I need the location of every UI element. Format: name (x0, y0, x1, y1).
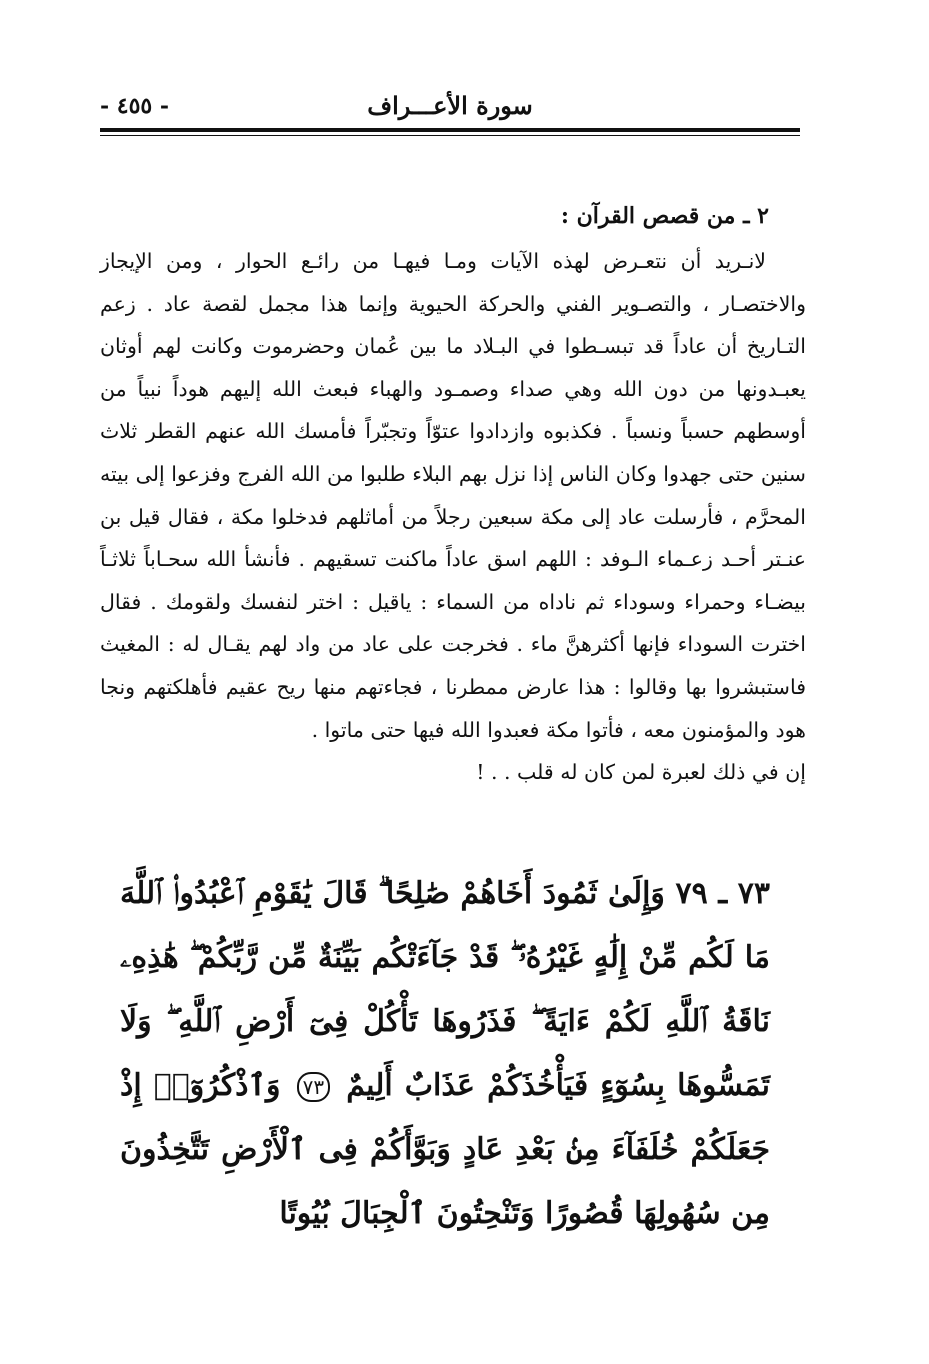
verse-text-74: وَٱذْكُرُوٓا۟ إِذْ جَعَلَكُمْ خُلَفَآءَ مِنۢ بَعْدِ عَادٍ وَبَوَّأَكُمْ فِى ٱلْأَرْضِ تَتَّخِذُونَ مِن سُهُولِهَا قُصُورًا وَتَنْحِتُونَ ٱلْجِبَالَ بُيُوتًا (120, 1068, 770, 1231)
page-number: - ٤٥٥ - (100, 93, 170, 119)
verse-text-73: وَإِلَىٰ ثَمُودَ أَخَاهُمْ صَٰلِحًا ۗ قَالَ يَٰقَوْمِ ٱعْبُدُوا۟ ٱللَّهَ مَا لَكُم مِّنْ إِلَٰهٍ غَيْرُهُۥ ۖ قَدْ جَآءَتْكُم بَيِّنَةٌ مِّن رَّبِّكُمْ ۖ هَٰذِهِۦ نَاقَةُ ٱللَّهِ لَكُمْ ءَايَةً ۖ فَذَرُوهَا تَأْكُلْ فِىٓ أَرْضِ ٱللَّهِ ۖ وَلَا تَمَسُّوهَا بِسُوٓءٍ فَيَأْخُذَكُمْ عَذَابٌ أَلِيمٌ (120, 876, 770, 1103)
page-header (100, 86, 800, 126)
header-rule-thin (100, 135, 800, 136)
commentary-paragraph: لانـريد أن نتعـرض لهذه الآيات ومـا فيهـا من رائـع الحوار ، ومن الإيجاز والاختصـار ، والتصـوير الفني والحركة الحيوية وإنما هذا مجمل لقصة عاد . زعم التـاريخ أن عاداً قد تبسـطوا في البـلاد ما بين عُمان وحضرموت وكانت لهم أوثان يعبـدونها من دون الله وهي صداء وصمـود والهباء فبعث الله إليهم هوداً نبياً من أوسطهم حسباً ونسباً . فكذبوه وازدادوا عتوّاً وتجبّراً فأمسك الله عنهم القطر ثلاث سنين حتى جهدوا وكان الناس إذا نزل بهم البلاء طلبوا من الله الفرج وفزعوا إلى بيته المحرَّم ، فأرسلت عاد إلى مكة سبعين رجلاً من أماثلهم فدخلوا مكة ، فقال قيل بن عنـتر أحـد زعـماء الـوفد : اللهم اسق عاداً ماكنت تسقيهم . فأنشأ الله سحـاباً ثلاثـاً بيضـاء وحمراء وسوداء ثم ناداه من السماء : ياقيل : اختر لنفسك ولقومك . فقال اخترت السوداء فإنها أكثرهنَّ ماء . فخرجت على عاد من واد لهم يقـال له : المغيث فاستبشروا بها وقالوا : هذا عارض ممطرنا ، فجاءتهم منها ريح عقيم فأهلكتهم ونجا هود والمؤمنون معه ، فأتوا مكة فعبدوا الله فيها حتى ماتوا . (100, 249, 806, 742)
commentary-closing-line: إن في ذلك لعبرة لمن كان له قلب . . ! (476, 760, 806, 785)
header-rule (100, 128, 800, 132)
verse-range-label: ٧٣ ـ ٧٩ (675, 876, 770, 911)
quran-verse-block (120, 862, 770, 1246)
section-heading: ٢ ـ من قصص القرآن : (560, 203, 769, 229)
ayah-end-marker: ٧٣ (297, 1072, 330, 1102)
commentary-body (100, 240, 806, 794)
surah-title: سورة الأعـــراف (367, 91, 533, 120)
